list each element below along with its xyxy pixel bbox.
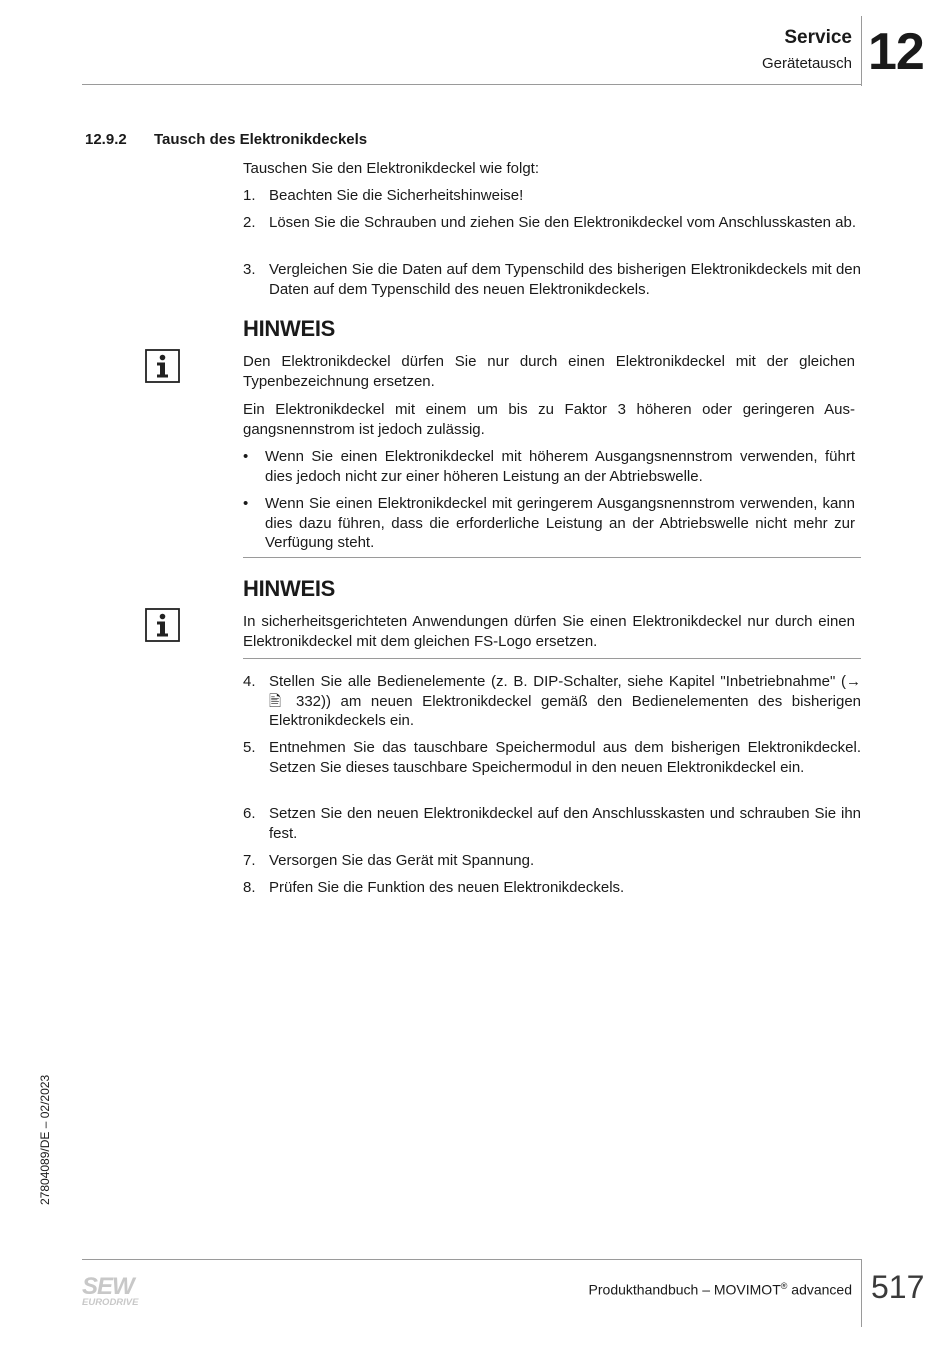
bullet-text: Wenn Sie einen Elektronikdeckel mit geringerem Ausgangsnennstrom verwenden, kann dies dazu führen, dass die erforderliche Leistung an der Abtriebswelle nicht mehr zur Verfügung steht.	[265, 495, 855, 551]
info-icon	[145, 608, 180, 642]
page-number: 517	[871, 1269, 925, 1305]
registered-mark: ®	[780, 1281, 788, 1291]
footer-divider	[82, 1259, 861, 1260]
list-item	[243, 213, 861, 233]
step-number: 3.	[243, 261, 256, 278]
bullet-icon: •	[243, 448, 249, 465]
chapter-number: 12	[868, 23, 924, 81]
step-number: 1.	[243, 187, 256, 204]
footer-title-prefix: Produkthandbuch – MOVIMOT	[588, 1281, 781, 1298]
step-number: 6.	[243, 805, 256, 822]
footer-divider-vertical	[861, 1259, 862, 1327]
list-item	[243, 186, 861, 206]
list-item	[243, 672, 861, 731]
step-number: 5.	[243, 739, 256, 756]
note-divider	[243, 557, 861, 558]
list-item	[243, 851, 861, 871]
note-paragraph: Den Elektronikdeckel dürfen Sie nur durch einen Elektronikdeckel mit der gleichen Typenbezeichnung ersetzen.	[243, 353, 855, 390]
step-number: 7.	[243, 852, 256, 869]
list-item	[243, 738, 861, 777]
sew-eurodrive-logo	[82, 1273, 154, 1312]
step-text: Prüfen Sie die Funktion des neuen Elektronikdeckels.	[269, 879, 625, 896]
list-item	[243, 494, 855, 553]
info-icon	[145, 349, 180, 383]
step-number: 2.	[243, 214, 256, 231]
svg-text:EURODRIVE: EURODRIVE	[82, 1297, 139, 1307]
header-divider-vertical	[861, 16, 862, 86]
bullet-icon: •	[243, 495, 249, 512]
section-number: 12.9.2	[85, 131, 127, 148]
note-divider	[243, 658, 861, 659]
step-text: Vergleichen Sie die Daten auf dem Typenschild des bisherigen Elektronikdeckels mit den Daten auf dem Typenschild des neuen Elektronikdeckels.	[269, 261, 861, 298]
header-title: Service	[784, 27, 852, 48]
step-text: Lösen Sie die Schrauben und ziehen Sie den Elektronikdeckel vom Anschlusskasten ab.	[269, 214, 857, 231]
intro-text: Tauschen Sie den Elektronikdeckel wie folgt:	[243, 160, 540, 177]
step-text: Beachten Sie die Sicherheitshinweise!	[269, 187, 524, 204]
header-subtitle: Gerätetausch	[761, 55, 852, 72]
step-text: Setzen Sie den neuen Elektronikdeckel auf den Anschlusskasten und schrauben Sie ihn fest.	[269, 805, 861, 842]
bullet-text: Wenn Sie einen Elektronikdeckel mit höherem Ausgangsnennstrom verwenden, führt dies jedoch nicht zur einer höheren Leistung an der Abtriebswelle.	[265, 448, 855, 485]
list-item	[243, 878, 861, 898]
section-title: Tausch des Elektronikdeckels	[154, 131, 368, 148]
step-number: 4.	[243, 673, 256, 690]
note-paragraph: Ein Elektronikdeckel mit einem um bis zu Faktor 3 höheren oder geringeren Ausgangsnennstrom ist jedoch zulässig.	[243, 401, 855, 438]
footer-title-suffix: advanced	[787, 1281, 852, 1298]
step-text: Versorgen Sie das Gerät mit Spannung.	[269, 852, 535, 869]
step-text: Entnehmen Sie das tauschbare Speichermodul aus dem bisherigen Elektronikdeckel. Setzen Sie dieses tauschbare Speichermodul in den neuen Elektronikdeckel ein.	[269, 739, 861, 776]
note-heading: HINWEIS	[243, 576, 336, 601]
list-item	[243, 260, 861, 299]
header-divider	[82, 84, 861, 85]
svg-text:SEW: SEW	[82, 1273, 134, 1300]
document-id: 27804089/DE – 02/2023	[38, 1074, 52, 1205]
note-paragraph: In sicherheitsgerichteten Anwendungen dürfen Sie einen Elektronikdeckel nur durch einen Elektronikdeckel mit dem gleichen FS-Logo ersetzen.	[243, 613, 855, 650]
list-item	[243, 804, 861, 843]
list-item	[243, 447, 855, 486]
step-number: 8.	[243, 879, 256, 896]
footer-document-title	[589, 1281, 852, 1298]
note-heading: HINWEIS	[243, 316, 336, 341]
step-text: Stellen Sie alle Bedienelemente (z. B. DIP-Schalter, siehe Kapitel "Inbetriebnahme" (→ 🖹 332)) am neuen Elektronikdeckel gemäß den Bedienelementen des bisherigen Elektronikdeckels ein.	[269, 673, 861, 729]
